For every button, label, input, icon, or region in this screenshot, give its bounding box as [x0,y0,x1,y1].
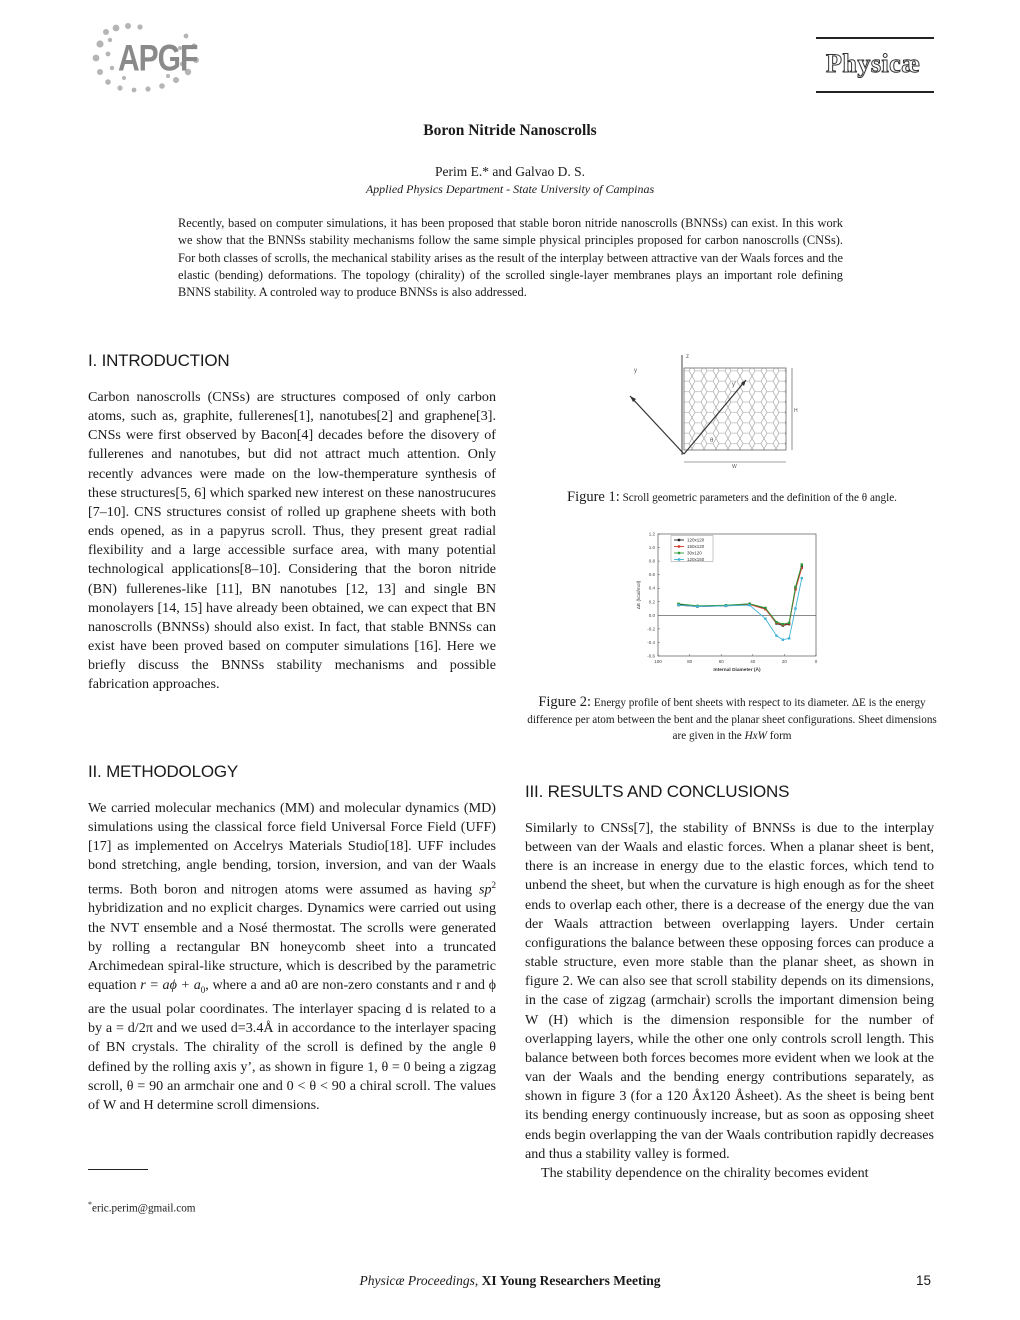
footnote [88,1200,196,1215]
label-y-prime: y' [732,382,737,388]
x-tick-label: 80 [687,659,693,664]
data-point [794,607,796,609]
data-point [764,618,766,620]
x-tick-label: 20 [781,659,787,664]
data-point [788,622,790,624]
data-point [775,621,777,623]
data-point [794,586,796,588]
footnote-mark: * [88,1200,92,1209]
figure-2-caption [523,694,941,745]
apgf-logo [88,18,208,96]
footer-journal: Physicæ Proceedings [359,1273,475,1288]
x-tick-label: 60 [718,659,724,664]
y-axis-line [630,396,684,454]
introduction-text: Carbon nanoscrolls (CNSs) are structures composed of only carbon atoms, such as, graphite, fullerenes[1], nanotubes[2] and graphene[3]. CNSs were first observed by Bacon[4] decades before the disovery of fullerenes and nanotubes, but did not attract much attention. Only recently advances were made on the low-themperature synthesis of these structures[5, 6] which sparked new interest on these nanostrucures [7–10]. CNS structures consist of rolled up graphene sheets with both ends opened, as in a papyrus scroll. Thus, they present great radial flexibility and a large accessible surface area, with many potential technological applications[8–10]. Considering that the boron nitride (BN) fullerenes-like [11], BN nanotubes [12, 13] and single BN monolayers [14, 15] have already been obtained, we can expect that BN nanoscrolls (BNNSs) should also exist. In fact, that stable BNNSs can exist have been proved based on computer simulations [16]. Here we briefly discuss the BNNSs stability mechanisms and possible fabrication approaches. [88,389,496,693]
footnote-email: eric.perim@gmail.com [92,1202,196,1215]
data-point [801,577,803,579]
methodology-sp: sp [478,881,492,898]
footnote-rule [88,1169,148,1170]
paper-title: Boron Nitride Nanoscrolls [423,122,597,139]
y-tick-label: 1.2 [648,531,655,537]
y-tick-label: 0.0 [648,612,655,618]
legend-label: 120x120 [687,537,705,543]
label-y: y [634,368,637,374]
results-paragraph-1: Similarly to CNSs[7], the stability of BNNSs is due to the interplay between van der Waals and elastic forces. When a planar sheet is bent, there is an increase in energy due to the elastic forces, which tend to unbend the sheet, but when the curvature is high enough as for the sheet ends to overlap each other, there is a decrease of the energy due the van der Waals attraction between overlapping layers. Under certain configurations the balance between these opposing forces can produce a stable structure, even more stable than the planar sheet, as shown in figure 2. We can also see that scroll stability depends on its dimensions, in the case of zigzag (armchair) scrolls the important dimension being W (H) which is the dimension responsible for the number of overlapping layers, while the other one only controls scroll length. This balance between both forces becomes more evident when we look at the van der Waals and the bending energy contributions separately, as shown in figure 3 (for a 120 Åx120 Åsheet). As the sheet is being bent its bending energy continuously increase, but as soon as opposing sheet ends begin overlapping the van der Waals contribution rapidly decreases and thus a stability valley is formed. [525,820,934,1162]
brand-name: Physicæ [826,49,921,78]
data-point [801,563,803,565]
x-axis-label: Internal Diameter (Å) [713,668,761,673]
methodology-text-part-1: We carried molecular mechanics (MM) and molecular dynamics (MD) simulations using the classical force field Universal Force Field (UFF)[17] as implemented on Accelrys Materials Studio[18]. UFF includes bond stretching, angle bending, torsion, inversion, and van der Waals terms. Both boron and nitrogen atoms were assumed as having [88,800,496,898]
legend-marker [678,558,680,560]
page-number: 15 [916,1273,932,1288]
data-point [788,637,790,639]
figure-2-caption-hxw: HxW [744,730,767,742]
data-point [696,605,698,607]
figure-2-chart [632,528,828,678]
label-z: z [686,354,689,360]
data-point [677,604,679,606]
scroll-geometry-svg [620,350,800,468]
x-tick-label: 0 [814,659,818,664]
legend-marker [678,545,680,547]
figure-1-caption-text: Scroll geometric parameters and the definition of the θ angle. [622,492,897,504]
data-point [782,639,784,641]
x-tick-label: 100 [654,659,662,664]
methodology-equation: r = aϕ + a [140,977,201,994]
y-tick-label: 1.0 [648,545,655,551]
methodology-text-part-2: hybridization and no explicit charges. Dynamics were carried out using the NVT ensemble and a Nosé thermostat. The scrolls were generated by rolling a rectangular BN honeycomb sheet into a truncated Archimedean spiral-like structure, which is described by the parametric equation [88,900,496,994]
footer-meeting: XI Young Researchers Meeting [481,1273,661,1288]
data-point [782,623,784,625]
legend-label: 150x120 [687,544,705,550]
figure-2-label: Figure 2: [538,694,592,710]
y-tick-label: -0.4 [647,639,655,645]
figure-2-caption-text-1: Energy profile of bent sheets with respect to its diameter. ΔE is the energy difference per atom between the bent and the planar sheet configurations. Sheet dimensions are given in the [527,697,937,742]
label-theta: θ [710,438,714,444]
legend-label: 120x150 [687,557,705,563]
legend-label: 30x120 [687,550,702,556]
section-heading-methodology: II. METHODOLOGY [88,762,239,781]
legend-marker [678,539,680,541]
affiliation: Applied Physics Department - State University of Campinas [365,182,655,196]
label-h: H [794,408,798,414]
data-point [748,604,750,606]
honeycomb-sheet [684,368,786,450]
series-line-120x120 [679,567,802,626]
data-point [725,605,727,607]
methodology-equation-sub: 0 [200,984,206,995]
results-paragraph-2: The stability dependence on the chirality becomes evident [541,1164,869,1181]
series-line-150x120 [679,568,802,625]
section-heading-results: III. RESULTS AND CONCLUSIONS [525,782,790,801]
y-tick-label: 0.6 [648,572,655,578]
y-tick-label: -0.6 [647,653,655,659]
figure-1-diagram [620,350,800,468]
y-tick-label: 0.8 [648,558,655,564]
plot-frame [658,534,816,656]
abstract: Recently, based on computer simulations, it has been proposed that stable boron nitride nanoscrolls (BNNSs) can exist. In this work we show that the BNNSs stability mechanisms follow the same simple physical principles proposed for carbon nanoscrolls (CNSs). For both classes of scrolls, the mechanical stability arises as the result of the interplay between attractive van der Waals forces and the elastic (bending) deformations. The topology (chirality) of the scrolled single-layer membranes plays an important role defining BNNS stability. A controled way to produce BNNSs is also addressed. [178,216,843,300]
methodology-text [88,799,496,1115]
methodology-sp-sup: 2 [491,879,496,890]
figure-1-caption [523,489,941,507]
results-text [525,819,934,1183]
label-w: W [732,464,737,468]
y-tick-label: 0.2 [648,599,655,605]
figure-1-label: Figure 1: [567,489,620,505]
section-heading-introduction: I. INTRODUCTION [88,351,230,370]
energy-profile-chart [632,528,828,678]
x-tick-label: 40 [750,659,756,664]
logo-text: APGF [118,37,198,79]
y-tick-label: -0.2 [647,626,655,632]
footer-separator: , [474,1273,482,1288]
data-point [775,634,777,636]
y-axis-label: ΔE (kcal/mol) [637,580,642,610]
legend-marker [678,552,680,554]
methodology-text-part-3: , where a and a0 are non-zero constants and r and ϕ are the usual polar coordinates. The interlayer spacing d is related to a by a = d/2π and we used d=3.4Å in accordance to the interlayer spacing of BN crystals. The chirality of the scroll is defined by the angle θ defined by the rolling axis y’, as shown in figure 1, θ = 0 being a zigzag scroll, θ = 90 an armchair one and 0 < θ < 90 a chiral scroll. The values of W and H determine scroll dimensions. [88,977,496,1113]
data-point [764,607,766,609]
journal-brand [816,37,934,93]
authors: Perim E.* and Galvao D. S. [435,164,585,179]
figure-2-caption-text-2: form [766,730,792,742]
footer-citation [260,1273,760,1289]
y-tick-label: 0.4 [648,585,655,591]
series-line-120x150 [679,578,802,640]
